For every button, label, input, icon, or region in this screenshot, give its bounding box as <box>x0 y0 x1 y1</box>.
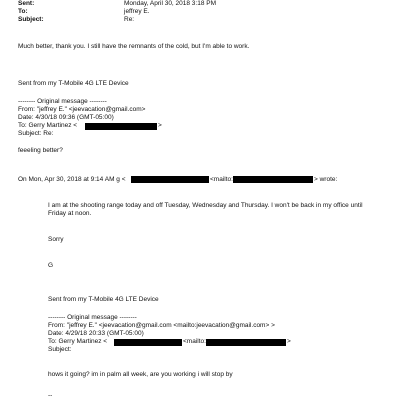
reply-body: Much better, thank you. I still have the remnants of the cold, but I'm able to work. <box>18 43 250 50</box>
message-subject: Subject: Re: <box>18 130 54 137</box>
reply-signature: Sent from my T-Mobile 4G LTE Device <box>48 296 159 303</box>
quote-line-1: I am at the shooting range today and off Tuesday, Wednesday and Thursday. I won't be back in my office until <box>48 202 363 209</box>
redaction-bar <box>131 176 209 183</box>
quote-intro-suffix: > wrote: <box>314 176 338 183</box>
redaction-bar <box>233 176 313 183</box>
message-date: Date: 4/29/18 20:33 (GMT-05:00) <box>48 330 144 337</box>
sent-value: Monday, April 30, 2018 3:18 PM <box>124 0 217 7</box>
quote-intro-mid: <mailto: <box>210 176 233 183</box>
subject-value: Re: <box>124 16 135 23</box>
quote-initial: G <box>48 262 54 269</box>
message-to-suffix: > <box>287 338 291 345</box>
subject-label: Subject: <box>18 16 44 23</box>
message-date: Date: 4/30/18 09:36 (GMT-05:00) <box>18 114 114 121</box>
message-to-mid: <mailto: <box>183 338 206 345</box>
redaction-bar <box>114 339 182 346</box>
original-message-separator: -------- Original message -------- <box>18 98 107 105</box>
message-from: From: "jeffrey E." <jeevacation@gmail.com> <box>18 106 146 113</box>
redaction-bar <box>206 339 286 346</box>
message-subject: Subject: <box>48 346 72 353</box>
message-to-prefix: To: Gerry Martinez < <box>48 338 108 345</box>
to-value: jeffrey E. <box>124 8 150 15</box>
redaction-bar <box>85 123 157 130</box>
sent-label: Sent: <box>18 0 35 7</box>
message-body: feeeling better? <box>18 147 63 154</box>
message-to-prefix: To: Gerry Martinez < <box>18 122 78 129</box>
original-message-separator: -------- Original message -------- <box>48 314 137 321</box>
to-label: To: <box>18 8 28 15</box>
message-from: From: "jeffrey E." <jeevacation@gmail.com <mailto:jeevacation@gmail.com> > <box>48 322 275 329</box>
message-to-suffix: > <box>158 122 162 129</box>
quote-intro-prefix: On Mon, Apr 30, 2018 at 9:14 AM g < <box>18 176 126 183</box>
message-trailer: -- <box>48 392 53 399</box>
quote-line-2: Friday at noon. <box>48 210 92 217</box>
reply-signature: Sent from my T-Mobile 4G LTE Device <box>18 80 129 87</box>
message-body: hows it going? im in palm all week, are you working i will stop by <box>48 371 233 378</box>
quote-sorry: Sorry <box>48 236 64 243</box>
